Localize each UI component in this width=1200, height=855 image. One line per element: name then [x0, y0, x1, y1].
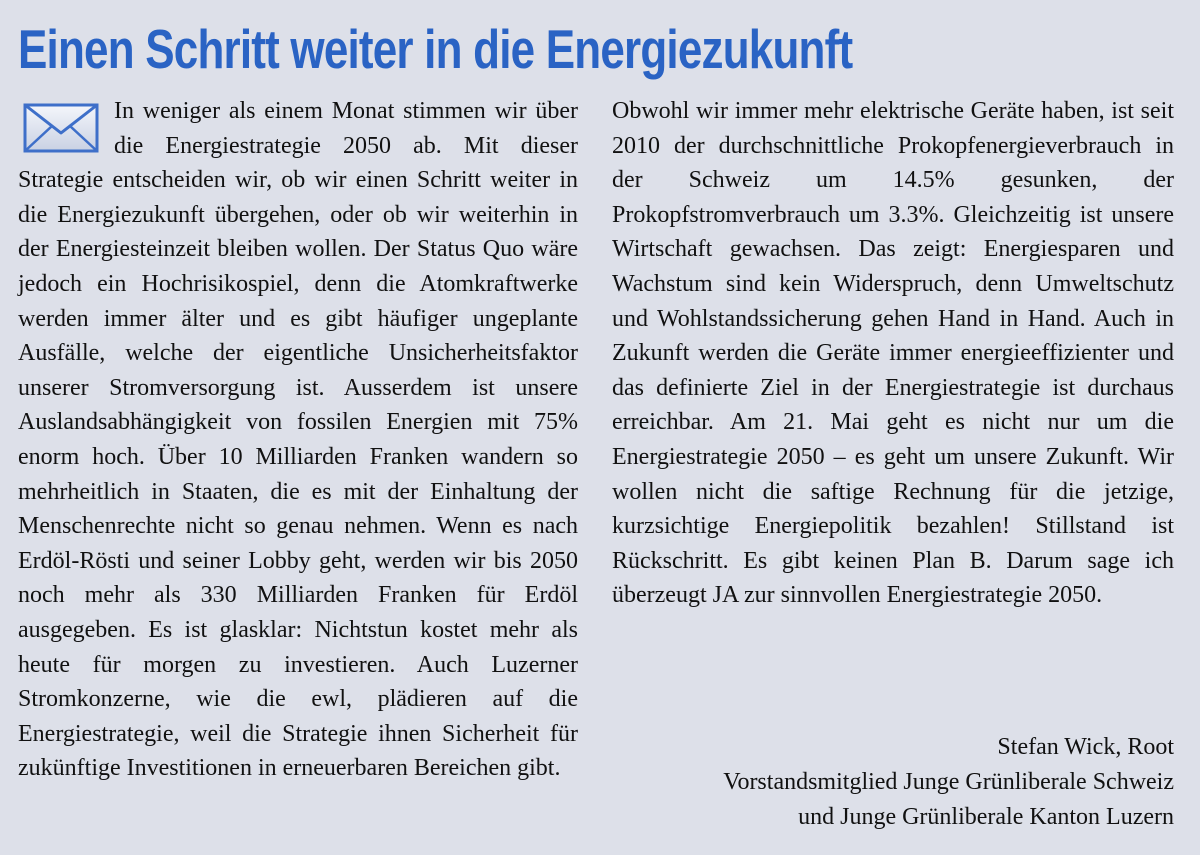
author-name: Stefan Wick, Root	[997, 734, 1174, 760]
headline: Einen Schritt weiter in die Energiezukunft	[18, 18, 853, 80]
right-column	[612, 94, 1174, 613]
author-role-line1: Vorstandsmitglied Junge Grünliberale Schweiz	[723, 769, 1174, 795]
signature-block	[723, 730, 1174, 835]
left-column-text: In weniger als einem Monat stimmen wir über die Energiestrategie 2050 ab. Mit dieser Strategie entscheiden wir, ob wir einen Schritt weiter in die Energiezukunft übergehen, oder ob wir weiterhin in der Energiesteinzeit bleiben wollen. Der Status Quo wäre jedoch ein Hochrisikospiel, denn die Atomkraftwerke werden immer älter und es gibt häufiger ungeplante Ausfälle, welche der eigentliche Unsicherheitsfaktor unserer Stromversorgung ist. Ausserdem ist unsere Auslandsabhängigkeit von fossilen Energien mit 75% enorm hoch. Über 10 Milliarden Franken wandern so mehrheitlich in Staaten, die es mit der Einhaltung der Menschenrechte nicht so genau nehmen. Wenn es nach Erdöl-Rösti und seiner Lobby geht, werden wir bis 2050 noch mehr als 330 Milliarden Franken für Erdöl ausgegeben. Es ist glasklar: Nichtstun kostet mehr als heute für morgen zu investieren. Auch Luzerner Stromkonzerne, wie die ewl, plädieren auf die Energiestrategie, weil die Strategie ihnen Sicherheit für zukünftige Investitionen in erneuerbaren Bereichen gibt.	[18, 98, 578, 782]
right-column-text: Obwohl wir immer mehr elektrische Geräte haben, ist seit 2010 der durchschnittliche Prokopfenergieverbrauch in der Schweiz um 14.5% gesunken, der Prokopfstromverbrauch um 3.3%. Gleichzeitig ist unsere Wirtschaft gewachsen. Das zeigt: Energiesparen und Wachstum sind kein Widerspruch, denn Umweltschutz und Wohlstandssicherung gehen Hand in Hand. Auch in Zukunft werden die Geräte immer energieeffizienter und das definierte Ziel in der Energiestrategie ist durchaus erreichbar. Am 21. Mai geht es nicht nur um die Energiestrategie 2050 – es geht um unsere Zukunft. Wir wollen nicht die saftige Rechnung für die jetzige, kurzsichtige Energiepolitik bezahlen! Stillstand ist Rückschritt. Es gibt keinen Plan B. Darum sage ich überzeugt JA zur sinnvollen Energiestrategie 2050.	[612, 98, 1174, 609]
left-column	[18, 94, 578, 786]
author-role-line2: und Junge Grünliberale Kanton Luzern	[798, 804, 1174, 830]
envelope-icon	[22, 102, 100, 154]
